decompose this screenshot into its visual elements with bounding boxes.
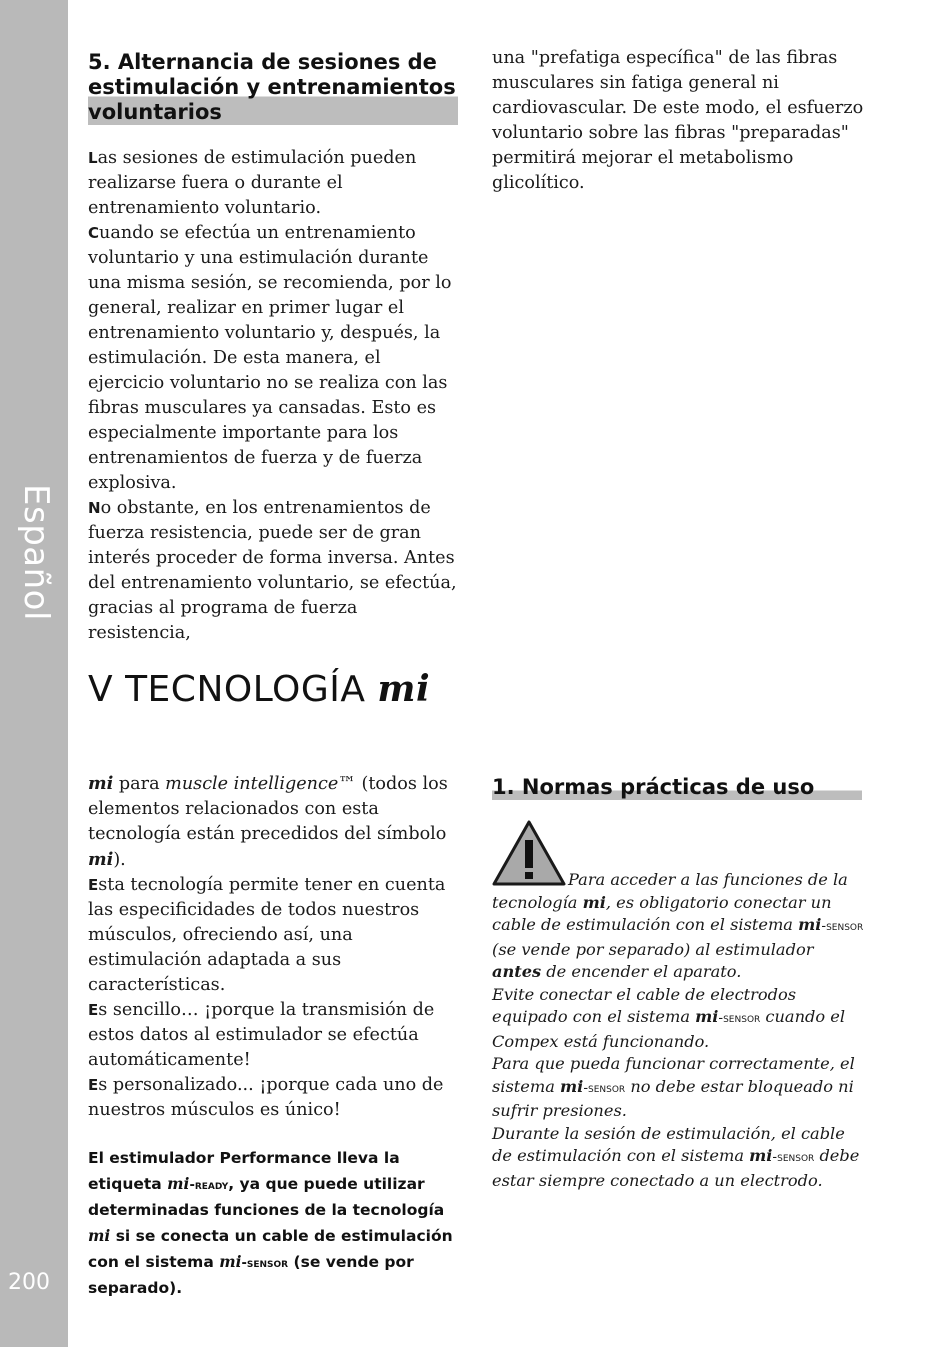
norms-paragraph	[492, 984, 864, 1054]
note-text: , ya que puede utilizar determinadas funciones de la tecnología	[88, 1175, 445, 1219]
paragraph-text: s personalizado... ¡porque cada uno de nuestros músculos es único!	[88, 1075, 444, 1120]
section5-paragraph	[88, 221, 458, 496]
drop-letter: C	[88, 224, 100, 242]
ready-label: -ready	[189, 1178, 229, 1193]
technology-paragraph	[88, 998, 450, 1073]
intro-text: para	[113, 774, 166, 794]
language-label: Español	[16, 484, 56, 621]
paragraph-text: as sesiones de estimulación pueden realizarse fuera o durante el entrenamiento voluntario.	[88, 148, 417, 218]
norms-text: no debe estar bloqueado ni sufrir presiones.	[492, 1076, 854, 1120]
mi-logo-icon: mi	[798, 915, 822, 934]
norms-text: , es obligatorio conectar un cable de estimulación con el sistema	[492, 892, 832, 934]
technology-paragraph	[88, 873, 450, 998]
paragraph-text: o obstante, en los entrenamientos de fuerza resistencia, puede ser de gran interés proceder de forma inversa. Antes del entrenamiento voluntario, se efectúa, gracias al programa de fuerza resistencia,	[88, 498, 457, 643]
mi-logo-icon: mi	[749, 1146, 773, 1165]
page-number: 200	[8, 1270, 50, 1295]
note-text: (se vende por separado).	[88, 1253, 414, 1297]
mi-logo-icon: mi	[582, 892, 606, 912]
norms-heading: 1. Normas prácticas de uso	[492, 775, 862, 800]
section5-continuation: una "prefatiga específica" de las fibras musculares sin fatiga general ni cardiovascular. De este modo, el esfuerzo voluntario sobre las fibras "preparadas" permitirá mejorar el metabolismo glicolítico.	[492, 48, 864, 193]
norms-text: Evite conectar el cable de electrodos equipado con el sistema	[492, 984, 797, 1026]
sensor-label: -sensor	[772, 1150, 815, 1165]
mi-logo-icon: mi	[88, 773, 114, 794]
mi-logo-icon: mi	[88, 849, 114, 870]
norms-paragraph	[492, 869, 864, 984]
norms-text: debe estar siempre conectado a un electrodo.	[492, 1146, 860, 1190]
intro-emphasis: muscle intelligence™	[165, 774, 356, 794]
section5-heading: 5. Alternancia de sesiones de estimulación y entrenamientos voluntarios	[88, 50, 458, 125]
norms-body	[492, 869, 864, 1192]
sensor-label: -sensor	[241, 1256, 289, 1271]
mi-logo-icon: mi	[219, 1252, 242, 1271]
norms-paragraph	[492, 1053, 864, 1123]
norms-text: Durante la sesión de estimulación, el cable de estimulación con el sistema	[492, 1123, 845, 1165]
paragraph-text: s sencillo… ¡porque la transmisión de estos datos al estimulador se efectúa automáticamente!	[88, 1000, 435, 1070]
drop-letter: N	[88, 499, 101, 517]
paragraph-text: uando se efectúa un entrenamiento voluntario y una estimulación durante una misma sesión, se recomienda, por lo general, realizar en primer lugar el entrenamiento voluntario y, después, la estimulación. De esta manera, el ejercicio voluntario no se realiza con las fibras musculares ya cansadas. Esto es especialmente importante para los entrenamientos de fuerza y de fuerza explosiva.	[88, 223, 452, 493]
mi-logo-icon: mi	[560, 1076, 584, 1096]
section5-body	[88, 146, 458, 646]
intro-text: ).	[113, 850, 126, 870]
norms-paragraph	[492, 1123, 864, 1193]
norms-emphasis: antes	[492, 962, 542, 981]
section5-paragraph	[88, 496, 458, 646]
language-label-container	[16, 484, 56, 619]
norms-text: de encender el aparato.	[541, 962, 742, 981]
chapter-title	[88, 668, 430, 710]
drop-letter: E	[88, 1001, 99, 1019]
note-text: si se conecta un cable de estimulación con el sistema	[88, 1227, 453, 1271]
sensor-label: -sensor	[718, 1011, 761, 1026]
section5-paragraph	[88, 146, 458, 221]
drop-letter: L	[88, 149, 98, 167]
language-sidebar	[0, 0, 68, 1347]
sensor-label: -sensor	[821, 919, 864, 934]
norms-text: Para que pueda funcionar correctamente, el sistema	[492, 1054, 855, 1096]
mi-logo-icon: mi	[695, 1007, 719, 1026]
performance-note	[88, 1146, 453, 1301]
note-text: El estimulador Performance lleva la etiqueta	[88, 1149, 400, 1193]
intro-text: (todos los elementos relacionados con esta tecnología están precedidos del símbolo	[88, 774, 448, 844]
norms-text: Para acceder a las funciones de la tecnología	[492, 870, 848, 912]
drop-letter: E	[88, 1076, 99, 1094]
drop-letter: E	[88, 876, 99, 894]
norms-text: cuando el Compex está funcionando.	[492, 1007, 846, 1051]
chapter-title-text: V TECNOLOGÍA	[88, 669, 366, 710]
mi-logo-icon: mi	[167, 1174, 190, 1193]
mi-logo-icon: mi	[377, 668, 431, 710]
technology-paragraph	[88, 1073, 450, 1123]
paragraph-text: sta tecnología permite tener en cuenta las especificidades de todos nuestros músculos, ofreciendo así, una estimulación adaptada a sus características.	[88, 875, 446, 995]
sensor-label: -sensor	[583, 1080, 626, 1096]
technology-intro	[88, 771, 450, 873]
technology-body	[88, 771, 450, 1123]
norms-text: (se vende por separado) al estimulador	[492, 939, 814, 959]
mi-logo-icon: mi	[88, 1226, 111, 1245]
